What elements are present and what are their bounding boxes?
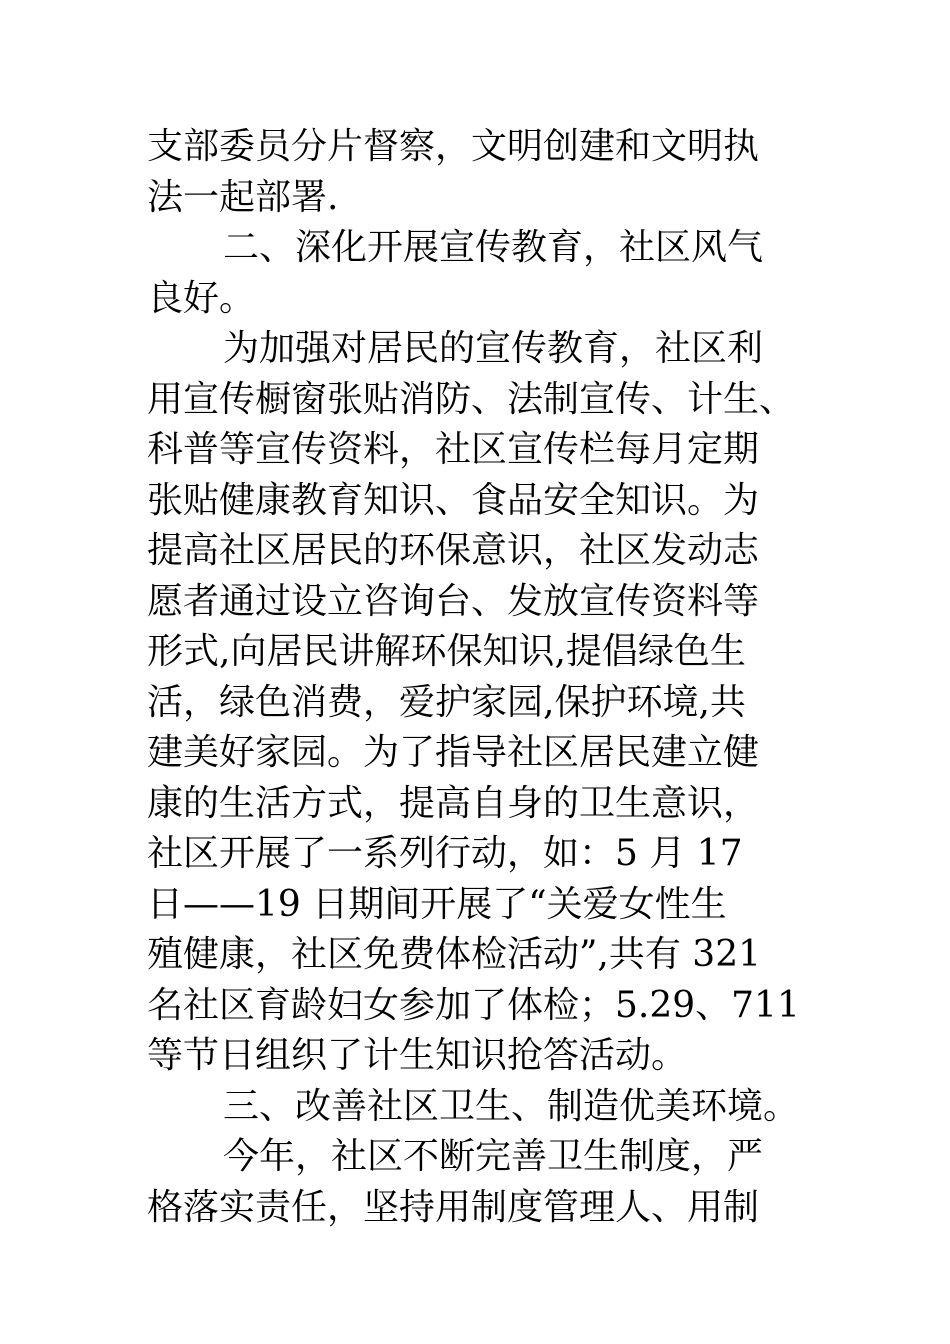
text-line: 等节日组织了计生知识抢答活动。 [147, 1035, 688, 1076]
text-line: 愿者通过设立咨询台、发放宣传资料等 [147, 580, 760, 622]
text-line: 用宣传橱窗张贴消防、法制宣传、计生、 [147, 378, 796, 420]
text-line: 活，绿色消费，爱护家园,保护环境,共 [147, 681, 746, 723]
text-line: 科普等宣传资料，社区宣传栏每月定期 [147, 429, 760, 470]
section-heading: 三、改善社区卫生、制造优美环境。 [223, 1085, 800, 1127]
text-line: 日——19 日期间开展了“关爱女性生 [147, 883, 727, 925]
text-line: 提高社区居民的环保意识，社区发动志 [147, 530, 760, 571]
text-line: 名社区育龄妇女参加了体检；5.29、711 [147, 984, 800, 1026]
paragraph-start: 为加强对居民的宣传教育，社区利 [223, 328, 764, 369]
text-line: 形式,向居民讲解环保知识,提倡绿色生 [147, 631, 746, 672]
text-line: 良好。 [147, 277, 256, 319]
text-line: 殖健康，社区免费体检活动”,共有 321 [147, 934, 762, 975]
text-line: 张贴健康教育知识、食品安全知识。为 [147, 479, 760, 521]
text-line: 法一起部署. [147, 176, 339, 218]
section-heading: 二、深化开展宣传教育，社区风气 [223, 227, 764, 268]
text-line: 格落实责任，坚持用制度管理人、用制 [147, 1186, 760, 1228]
paragraph-start: 今年，社区不断完善卫生制度，严 [223, 1136, 764, 1177]
text-line: 建美好家园。为了指导社区居民建立健 [147, 732, 760, 773]
text-line: 康的生活方式，提高自身的卫生意识， [147, 782, 760, 824]
document-body [147, 122, 827, 1233]
text-line: 支部委员分片督察，文明创建和文明执 [147, 126, 760, 167]
text-line: 社区开展了一系列行动，如：5 月 17 [147, 833, 743, 874]
